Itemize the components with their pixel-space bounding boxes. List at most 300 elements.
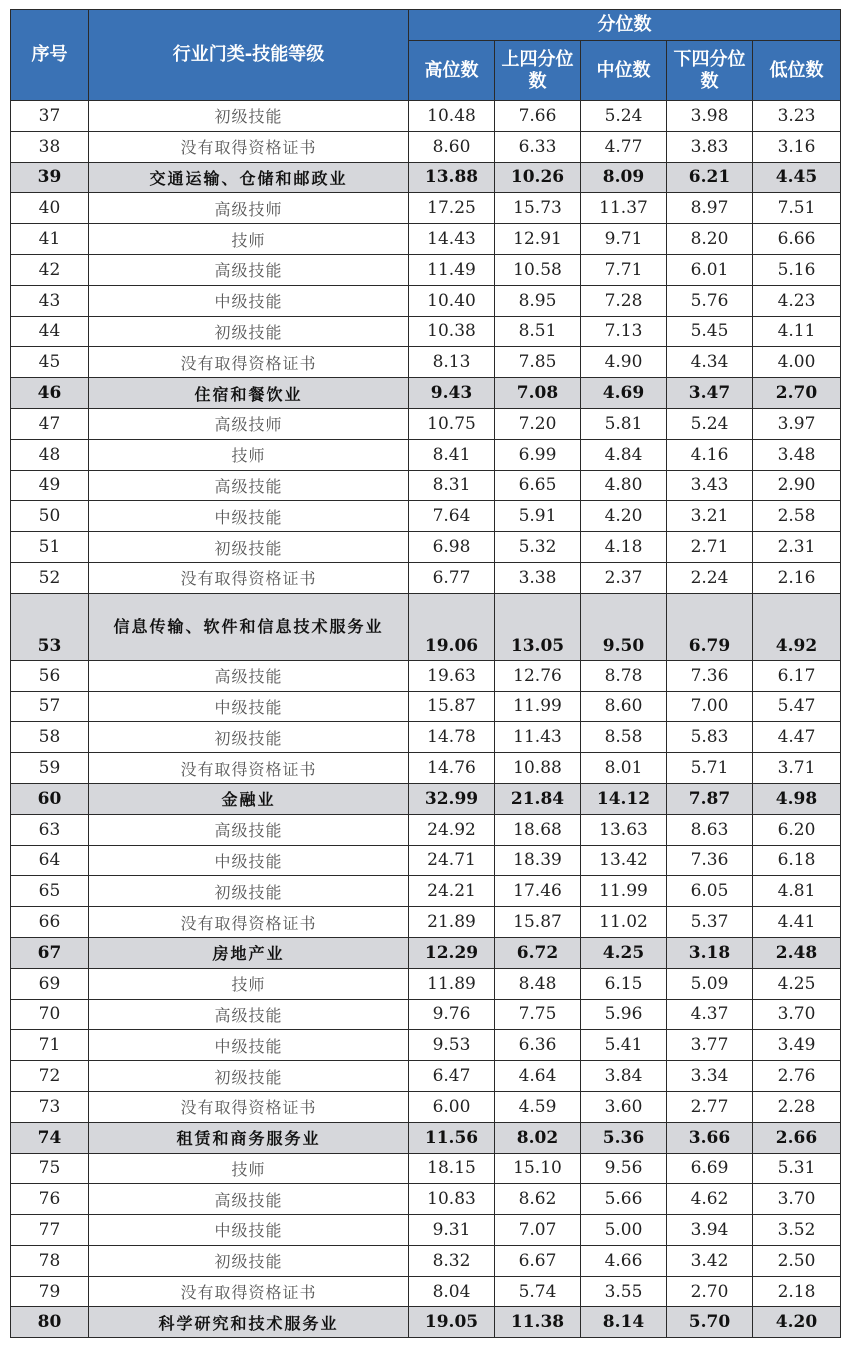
- cell-high: 10.75: [409, 408, 495, 439]
- cell-index: 71: [11, 1030, 89, 1061]
- cell-low: 5.47: [753, 691, 841, 722]
- cell-low: 3.70: [753, 1184, 841, 1215]
- cell-index: 51: [11, 532, 89, 563]
- cell-upper-quartile: 15.87: [495, 907, 581, 938]
- cell-low: 4.81: [753, 876, 841, 907]
- cell-upper-quartile: 10.26: [495, 162, 581, 193]
- cell-lower-quartile: 6.01: [667, 254, 753, 285]
- cell-upper-quartile: 13.05: [495, 593, 581, 660]
- cell-index: 64: [11, 845, 89, 876]
- cell-lower-quartile: 5.24: [667, 408, 753, 439]
- cell-median: 5.36: [581, 1122, 667, 1153]
- table-row: [11, 1030, 841, 1061]
- table-body: [11, 101, 841, 1338]
- category-row: [11, 162, 841, 193]
- table-row: [11, 845, 841, 876]
- cell-lower-quartile: 6.21: [667, 162, 753, 193]
- table-row: [11, 1276, 841, 1307]
- cell-high: 11.49: [409, 254, 495, 285]
- cell-upper-quartile: 8.48: [495, 968, 581, 999]
- table-row: [11, 316, 841, 347]
- cell-upper-quartile: 15.73: [495, 193, 581, 224]
- cell-high: 8.60: [409, 131, 495, 162]
- cell-index: 63: [11, 814, 89, 845]
- cell-high: 13.88: [409, 162, 495, 193]
- cell-lower-quartile: 2.24: [667, 562, 753, 593]
- cell-high: 18.15: [409, 1153, 495, 1184]
- cell-median: 9.56: [581, 1153, 667, 1184]
- cell-low: 3.16: [753, 131, 841, 162]
- cell-lower-quartile: 4.16: [667, 439, 753, 470]
- cell-low: 2.90: [753, 470, 841, 501]
- cell-skill-level: 中级技能: [89, 691, 409, 722]
- cell-upper-quartile: 11.43: [495, 722, 581, 753]
- cell-lower-quartile: 4.62: [667, 1184, 753, 1215]
- table-row: [11, 722, 841, 753]
- cell-median: 4.77: [581, 131, 667, 162]
- cell-upper-quartile: 7.66: [495, 101, 581, 132]
- cell-median: 13.63: [581, 814, 667, 845]
- cell-skill-level: 中级技能: [89, 845, 409, 876]
- table-row: [11, 131, 841, 162]
- cell-high: 11.89: [409, 968, 495, 999]
- cell-lower-quartile: 6.05: [667, 876, 753, 907]
- cell-high: 8.32: [409, 1245, 495, 1276]
- cell-high: 24.92: [409, 814, 495, 845]
- cell-index: 75: [11, 1153, 89, 1184]
- cell-low: 3.97: [753, 408, 841, 439]
- cell-median: 5.66: [581, 1184, 667, 1215]
- cell-low: 2.76: [753, 1061, 841, 1092]
- header-lower-quartile: 下四分位数: [667, 41, 753, 101]
- category-row: [11, 593, 841, 660]
- cell-median: 5.81: [581, 408, 667, 439]
- cell-upper-quartile: 7.08: [495, 378, 581, 409]
- cell-low: 2.48: [753, 937, 841, 968]
- cell-industry: 租赁和商务服务业: [89, 1122, 409, 1153]
- cell-skill-level: 初级技能: [89, 532, 409, 563]
- cell-lower-quartile: 5.71: [667, 753, 753, 784]
- cell-lower-quartile: 3.43: [667, 470, 753, 501]
- category-row: [11, 783, 841, 814]
- cell-lower-quartile: 8.20: [667, 224, 753, 255]
- cell-index: 73: [11, 1091, 89, 1122]
- cell-high: 17.25: [409, 193, 495, 224]
- cell-skill-level: 技师: [89, 968, 409, 999]
- cell-skill-level: 高级技能: [89, 470, 409, 501]
- cell-low: 6.17: [753, 660, 841, 691]
- cell-median: 8.09: [581, 162, 667, 193]
- cell-index: 59: [11, 753, 89, 784]
- cell-lower-quartile: 3.83: [667, 131, 753, 162]
- table-row: [11, 814, 841, 845]
- cell-median: 7.13: [581, 316, 667, 347]
- cell-upper-quartile: 5.74: [495, 1276, 581, 1307]
- cell-high: 19.06: [409, 593, 495, 660]
- cell-lower-quartile: 3.42: [667, 1245, 753, 1276]
- cell-high: 14.78: [409, 722, 495, 753]
- header-percentile-group: 分位数: [409, 10, 841, 41]
- cell-median: 7.71: [581, 254, 667, 285]
- cell-median: 2.37: [581, 562, 667, 593]
- cell-low: 3.70: [753, 999, 841, 1030]
- table-row: [11, 101, 841, 132]
- header-index: 序号: [11, 10, 89, 101]
- cell-upper-quartile: 7.20: [495, 408, 581, 439]
- cell-industry: 信息传输、软件和信息技术服务业: [89, 593, 409, 660]
- cell-index: 57: [11, 691, 89, 722]
- cell-median: 13.42: [581, 845, 667, 876]
- cell-index: 77: [11, 1215, 89, 1246]
- cell-upper-quartile: 6.72: [495, 937, 581, 968]
- cell-upper-quartile: 4.59: [495, 1091, 581, 1122]
- cell-index: 48: [11, 439, 89, 470]
- cell-high: 32.99: [409, 783, 495, 814]
- header-median: 中位数: [581, 41, 667, 101]
- cell-median: 4.84: [581, 439, 667, 470]
- cell-upper-quartile: 6.99: [495, 439, 581, 470]
- cell-index: 67: [11, 937, 89, 968]
- cell-skill-level: 没有取得资格证书: [89, 347, 409, 378]
- table-row: [11, 968, 841, 999]
- cell-skill-level: 初级技能: [89, 1061, 409, 1092]
- cell-low: 4.92: [753, 593, 841, 660]
- cell-median: 4.25: [581, 937, 667, 968]
- cell-lower-quartile: 7.87: [667, 783, 753, 814]
- cell-high: 10.83: [409, 1184, 495, 1215]
- table-row: [11, 876, 841, 907]
- cell-high: 21.89: [409, 907, 495, 938]
- cell-skill-level: 中级技能: [89, 285, 409, 316]
- cell-high: 6.47: [409, 1061, 495, 1092]
- cell-low: 6.18: [753, 845, 841, 876]
- cell-industry: 金融业: [89, 783, 409, 814]
- cell-skill-level: 没有取得资格证书: [89, 131, 409, 162]
- cell-low: 7.51: [753, 193, 841, 224]
- cell-median: 3.55: [581, 1276, 667, 1307]
- cell-low: 4.20: [753, 1307, 841, 1338]
- cell-low: 3.71: [753, 753, 841, 784]
- cell-skill-level: 技师: [89, 224, 409, 255]
- cell-median: 4.20: [581, 501, 667, 532]
- cell-skill-level: 高级技能: [89, 814, 409, 845]
- cell-low: 4.98: [753, 783, 841, 814]
- cell-skill-level: 高级技能: [89, 999, 409, 1030]
- cell-median: 7.28: [581, 285, 667, 316]
- cell-low: 6.66: [753, 224, 841, 255]
- cell-median: 9.71: [581, 224, 667, 255]
- cell-median: 6.15: [581, 968, 667, 999]
- cell-skill-level: 高级技能: [89, 660, 409, 691]
- cell-high: 19.05: [409, 1307, 495, 1338]
- cell-lower-quartile: 2.71: [667, 532, 753, 563]
- cell-high: 9.53: [409, 1030, 495, 1061]
- table-row: [11, 1184, 841, 1215]
- table-row: [11, 660, 841, 691]
- cell-low: 3.48: [753, 439, 841, 470]
- wage-percentile-table: [10, 9, 841, 1338]
- cell-median: 8.78: [581, 660, 667, 691]
- table-row: [11, 753, 841, 784]
- cell-index: 74: [11, 1122, 89, 1153]
- header-category: 行业门类-技能等级: [89, 10, 409, 101]
- cell-index: 79: [11, 1276, 89, 1307]
- cell-median: 4.18: [581, 532, 667, 563]
- cell-skill-level: 没有取得资格证书: [89, 1276, 409, 1307]
- cell-low: 2.28: [753, 1091, 841, 1122]
- cell-lower-quartile: 3.94: [667, 1215, 753, 1246]
- cell-high: 8.13: [409, 347, 495, 378]
- cell-lower-quartile: 5.70: [667, 1307, 753, 1338]
- cell-index: 47: [11, 408, 89, 439]
- cell-skill-level: 没有取得资格证书: [89, 562, 409, 593]
- cell-index: 45: [11, 347, 89, 378]
- cell-lower-quartile: 5.83: [667, 722, 753, 753]
- cell-index: 44: [11, 316, 89, 347]
- cell-low: 4.45: [753, 162, 841, 193]
- table-row: [11, 408, 841, 439]
- cell-index: 56: [11, 660, 89, 691]
- cell-low: 6.20: [753, 814, 841, 845]
- cell-high: 24.21: [409, 876, 495, 907]
- category-row: [11, 1307, 841, 1338]
- cell-index: 53: [11, 593, 89, 660]
- table-row: [11, 285, 841, 316]
- cell-industry: 交通运输、仓储和邮政业: [89, 162, 409, 193]
- cell-index: 46: [11, 378, 89, 409]
- cell-lower-quartile: 8.63: [667, 814, 753, 845]
- cell-lower-quartile: 4.34: [667, 347, 753, 378]
- cell-skill-level: 没有取得资格证书: [89, 1091, 409, 1122]
- cell-index: 43: [11, 285, 89, 316]
- cell-low: 4.25: [753, 968, 841, 999]
- table-row: [11, 532, 841, 563]
- cell-upper-quartile: 18.68: [495, 814, 581, 845]
- cell-high: 19.63: [409, 660, 495, 691]
- cell-lower-quartile: 3.34: [667, 1061, 753, 1092]
- cell-upper-quartile: 8.95: [495, 285, 581, 316]
- cell-lower-quartile: 5.37: [667, 907, 753, 938]
- cell-skill-level: 技师: [89, 439, 409, 470]
- cell-skill-level: 高级技能: [89, 254, 409, 285]
- cell-upper-quartile: 10.58: [495, 254, 581, 285]
- cell-lower-quartile: 5.76: [667, 285, 753, 316]
- cell-median: 4.69: [581, 378, 667, 409]
- cell-skill-level: 初级技能: [89, 876, 409, 907]
- cell-low: 5.31: [753, 1153, 841, 1184]
- table-row: [11, 1245, 841, 1276]
- cell-index: 38: [11, 131, 89, 162]
- cell-upper-quartile: 7.75: [495, 999, 581, 1030]
- cell-lower-quartile: 5.45: [667, 316, 753, 347]
- cell-upper-quartile: 8.62: [495, 1184, 581, 1215]
- cell-index: 65: [11, 876, 89, 907]
- table-row: [11, 254, 841, 285]
- cell-upper-quartile: 17.46: [495, 876, 581, 907]
- cell-median: 5.24: [581, 101, 667, 132]
- cell-median: 11.99: [581, 876, 667, 907]
- cell-low: 2.58: [753, 501, 841, 532]
- cell-upper-quartile: 8.02: [495, 1122, 581, 1153]
- cell-upper-quartile: 12.91: [495, 224, 581, 255]
- cell-upper-quartile: 4.64: [495, 1061, 581, 1092]
- table-row: [11, 907, 841, 938]
- cell-skill-level: 没有取得资格证书: [89, 753, 409, 784]
- cell-high: 6.00: [409, 1091, 495, 1122]
- cell-high: 9.76: [409, 999, 495, 1030]
- cell-lower-quartile: 3.21: [667, 501, 753, 532]
- cell-median: 14.12: [581, 783, 667, 814]
- cell-index: 58: [11, 722, 89, 753]
- cell-high: 24.71: [409, 845, 495, 876]
- cell-lower-quartile: 8.97: [667, 193, 753, 224]
- cell-skill-level: 技师: [89, 1153, 409, 1184]
- cell-upper-quartile: 6.67: [495, 1245, 581, 1276]
- cell-median: 8.14: [581, 1307, 667, 1338]
- cell-low: 2.50: [753, 1245, 841, 1276]
- cell-median: 11.37: [581, 193, 667, 224]
- cell-lower-quartile: 3.66: [667, 1122, 753, 1153]
- cell-index: 78: [11, 1245, 89, 1276]
- cell-high: 10.38: [409, 316, 495, 347]
- cell-upper-quartile: 5.32: [495, 532, 581, 563]
- cell-high: 8.04: [409, 1276, 495, 1307]
- cell-high: 9.43: [409, 378, 495, 409]
- cell-index: 50: [11, 501, 89, 532]
- cell-upper-quartile: 18.39: [495, 845, 581, 876]
- cell-index: 37: [11, 101, 89, 132]
- cell-low: 3.52: [753, 1215, 841, 1246]
- cell-upper-quartile: 5.91: [495, 501, 581, 532]
- table-row: [11, 470, 841, 501]
- cell-low: 4.23: [753, 285, 841, 316]
- category-row: [11, 1122, 841, 1153]
- cell-upper-quartile: 15.10: [495, 1153, 581, 1184]
- cell-lower-quartile: 3.18: [667, 937, 753, 968]
- cell-median: 5.00: [581, 1215, 667, 1246]
- cell-lower-quartile: 3.98: [667, 101, 753, 132]
- table-header: [11, 10, 841, 101]
- cell-high: 9.31: [409, 1215, 495, 1246]
- cell-upper-quartile: 11.38: [495, 1307, 581, 1338]
- cell-index: 76: [11, 1184, 89, 1215]
- cell-skill-level: 初级技能: [89, 722, 409, 753]
- header-low: 低位数: [753, 41, 841, 101]
- cell-index: 39: [11, 162, 89, 193]
- cell-skill-level: 初级技能: [89, 101, 409, 132]
- cell-median: 5.41: [581, 1030, 667, 1061]
- cell-upper-quartile: 10.88: [495, 753, 581, 784]
- cell-index: 60: [11, 783, 89, 814]
- cell-upper-quartile: 11.99: [495, 691, 581, 722]
- cell-high: 8.31: [409, 470, 495, 501]
- table-row: [11, 999, 841, 1030]
- cell-lower-quartile: 7.36: [667, 845, 753, 876]
- cell-index: 72: [11, 1061, 89, 1092]
- cell-index: 52: [11, 562, 89, 593]
- cell-high: 7.64: [409, 501, 495, 532]
- cell-upper-quartile: 12.76: [495, 660, 581, 691]
- cell-median: 9.50: [581, 593, 667, 660]
- cell-low: 3.23: [753, 101, 841, 132]
- cell-high: 15.87: [409, 691, 495, 722]
- table-row: [11, 1215, 841, 1246]
- cell-median: 8.01: [581, 753, 667, 784]
- cell-low: 5.16: [753, 254, 841, 285]
- cell-industry: 房地产业: [89, 937, 409, 968]
- table-row: [11, 501, 841, 532]
- cell-high: 8.41: [409, 439, 495, 470]
- table-row: [11, 439, 841, 470]
- cell-median: 8.60: [581, 691, 667, 722]
- cell-skill-level: 没有取得资格证书: [89, 907, 409, 938]
- table-row: [11, 347, 841, 378]
- cell-lower-quartile: 4.37: [667, 999, 753, 1030]
- cell-skill-level: 中级技能: [89, 501, 409, 532]
- cell-index: 80: [11, 1307, 89, 1338]
- cell-industry: 科学研究和技术服务业: [89, 1307, 409, 1338]
- cell-high: 14.43: [409, 224, 495, 255]
- cell-high: 10.40: [409, 285, 495, 316]
- cell-high: 11.56: [409, 1122, 495, 1153]
- cell-high: 14.76: [409, 753, 495, 784]
- cell-skill-level: 高级技能: [89, 1184, 409, 1215]
- cell-skill-level: 中级技能: [89, 1030, 409, 1061]
- cell-skill-level: 初级技能: [89, 316, 409, 347]
- cell-upper-quartile: 6.33: [495, 131, 581, 162]
- cell-lower-quartile: 3.77: [667, 1030, 753, 1061]
- cell-median: 4.66: [581, 1245, 667, 1276]
- cell-lower-quartile: 2.70: [667, 1276, 753, 1307]
- cell-upper-quartile: 7.85: [495, 347, 581, 378]
- cell-index: 70: [11, 999, 89, 1030]
- cell-industry: 住宿和餐饮业: [89, 378, 409, 409]
- cell-low: 2.70: [753, 378, 841, 409]
- cell-median: 4.80: [581, 470, 667, 501]
- cell-high: 12.29: [409, 937, 495, 968]
- table-row: [11, 224, 841, 255]
- cell-low: 2.66: [753, 1122, 841, 1153]
- cell-skill-level: 初级技能: [89, 1245, 409, 1276]
- cell-high: 10.48: [409, 101, 495, 132]
- cell-lower-quartile: 2.77: [667, 1091, 753, 1122]
- cell-low: 2.18: [753, 1276, 841, 1307]
- table-row: [11, 1091, 841, 1122]
- cell-low: 4.47: [753, 722, 841, 753]
- cell-low: 2.31: [753, 532, 841, 563]
- table-row: [11, 1153, 841, 1184]
- cell-median: 5.96: [581, 999, 667, 1030]
- cell-upper-quartile: 7.07: [495, 1215, 581, 1246]
- cell-median: 8.58: [581, 722, 667, 753]
- cell-index: 49: [11, 470, 89, 501]
- cell-upper-quartile: 6.65: [495, 470, 581, 501]
- cell-upper-quartile: 8.51: [495, 316, 581, 347]
- cell-lower-quartile: 6.69: [667, 1153, 753, 1184]
- cell-lower-quartile: 7.36: [667, 660, 753, 691]
- cell-low: 3.49: [753, 1030, 841, 1061]
- table-row: [11, 1061, 841, 1092]
- table-row: [11, 691, 841, 722]
- cell-low: 4.00: [753, 347, 841, 378]
- cell-skill-level: 高级技师: [89, 193, 409, 224]
- cell-low: 4.41: [753, 907, 841, 938]
- cell-low: 4.11: [753, 316, 841, 347]
- category-row: [11, 937, 841, 968]
- cell-index: 42: [11, 254, 89, 285]
- cell-high: 6.77: [409, 562, 495, 593]
- cell-low: 2.16: [753, 562, 841, 593]
